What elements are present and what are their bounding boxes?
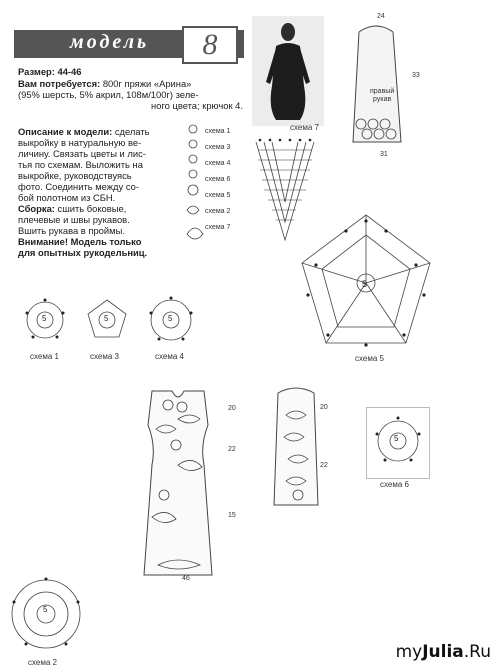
desc-line-5: выкройке, руководствуясь: [18, 170, 132, 181]
warning-line-2: для опытных рукодельниц.: [18, 247, 148, 258]
dress-number-top: 20: [228, 405, 236, 412]
caption-schema-7: схема 7: [290, 123, 319, 132]
legend-item-6: схема 2: [205, 208, 231, 215]
size-line: [18, 66, 183, 77]
need-label: Вам потребуется:: [18, 78, 101, 89]
assembly-line-3: Вшить рукава в проймы.: [18, 225, 125, 236]
legend-item-1: схема 1: [205, 128, 231, 135]
sleeve-side-number: 33: [412, 72, 420, 79]
sleeve-bottom-number: 31: [380, 151, 388, 158]
sleeve-label-line-2: рукав: [373, 96, 392, 103]
sleeve2-number-top: 20: [320, 404, 328, 411]
sleeve-top-number: 24: [377, 13, 385, 20]
site-watermark: [396, 642, 491, 662]
watermark-suffix: .Ru: [463, 642, 491, 662]
model-photo: [252, 16, 324, 126]
need-text-3: ного цвета; крючок 4.: [151, 100, 243, 111]
size-label: Размер: 44-46: [18, 66, 82, 77]
desc-line-3: личину. Связать цветы и лис-: [18, 148, 146, 159]
caption-schema-6: схема 6: [380, 480, 409, 489]
caption-schema-4: схема 4: [155, 352, 184, 361]
legend-item-5: схема 5: [205, 192, 231, 199]
desc-line-7: бой полотном из СБН.: [18, 192, 116, 203]
description-block: [18, 126, 180, 258]
desc-line-6: фото. Соединить между со-: [18, 181, 139, 192]
assembly-line-1: сшить боковые,: [57, 203, 127, 214]
caption-schema-1: схема 1: [30, 352, 59, 361]
caption-schema-5: схема 5: [355, 354, 384, 363]
desc-label: Описание к модели:: [18, 126, 113, 137]
model-title: модель: [70, 31, 150, 53]
schema-2-diagram: [6, 574, 86, 658]
dress-front-pattern: [138, 385, 218, 585]
schema-2-center-number: 5: [43, 605, 48, 614]
need-text-2: (95% шерсть, 5% акрил, 108м/100г) зеле-: [18, 89, 199, 100]
sleeve-label: [370, 88, 394, 104]
model-number: 8: [182, 26, 238, 64]
desc-line-4: тья по схемам. Выложить на: [18, 159, 143, 170]
sleeve-pattern: [345, 22, 407, 150]
sleeve-label-line-1: правый: [370, 88, 395, 95]
legend-item-7: схема 7: [205, 224, 231, 231]
schema-3-center-number: 5: [104, 314, 109, 323]
warning-line-1: Внимание! Модель только: [18, 236, 142, 247]
legend-item-2: схема 3: [205, 144, 231, 151]
dress-number-mid: 22: [228, 446, 236, 453]
watermark-prefix: my: [395, 642, 423, 662]
schema-5-center-number: 5: [362, 279, 368, 289]
dress-number-bottom: 46: [182, 575, 190, 582]
legend-labels: [205, 124, 230, 236]
legend-item-4: схема 6: [205, 176, 231, 183]
legend-item-3: схема 4: [205, 160, 231, 167]
dress-number-mid-b: 15: [228, 512, 236, 519]
desc-line-1: сделать: [114, 126, 150, 137]
schema-4-center-number: 5: [168, 314, 173, 323]
caption-schema-3: схема 3: [90, 352, 119, 361]
sleeve-pattern-2: [268, 385, 324, 513]
schema-1-center-number: 5: [42, 314, 47, 323]
sleeve2-number-mid: 22: [320, 462, 328, 469]
materials-block: [18, 78, 243, 111]
desc-line-2: выкройку в натуральную ве-: [18, 137, 142, 148]
schema-6-center-number: 5: [394, 434, 399, 443]
assembly-line-2: плечевые и швы рукавов.: [18, 214, 130, 225]
caption-schema-2: схема 2: [28, 658, 57, 667]
watermark-brand: Julia: [422, 642, 464, 662]
schema-6-diagram: [366, 407, 430, 479]
assembly-label: Сборка:: [18, 203, 55, 214]
need-text-1: 800г пряжи «Арина»: [102, 78, 192, 89]
